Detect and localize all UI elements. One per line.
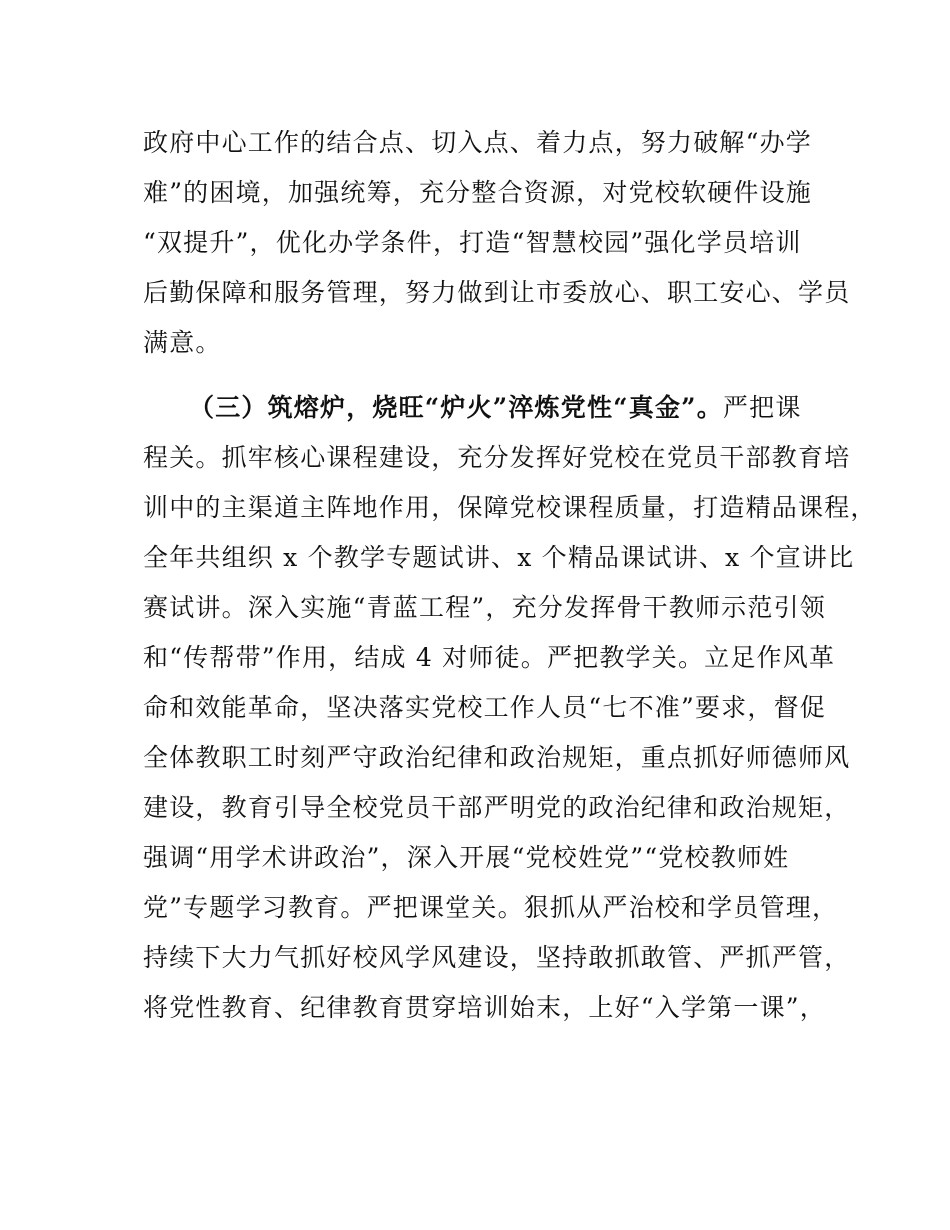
text-line: 和“传帮带”作用，结成 4 对师徒。严把教学关。立足作风革	[143, 643, 836, 672]
text-line: 命和效能革命，坚决落实党校工作人员“七不准”要求，督促	[143, 693, 826, 722]
text-line: 建设，教育引导全校党员干部严明党的政治纪律和政治规矩，	[143, 793, 851, 822]
text-line: 满意。	[143, 328, 222, 357]
text-line: 持续下大力气抓好校风学风建设，坚持敢抓敢管、严抓严管，	[143, 943, 851, 972]
text-line: 将党性教育、纪律教育贯穿培训始末，上好“入学第一课”，	[143, 993, 826, 1022]
text-line: 强调“用学术讲政治”，深入开展“党校姓党”“党校教师姓	[143, 843, 790, 872]
text-line: 程关。抓牢核心课程建设，充分发挥好党校在党员干部教育培	[143, 443, 851, 472]
section-heading-line	[143, 393, 802, 423]
text-line: “双提升”，优化办学条件，打造“智慧校园”强化学员培训	[143, 228, 802, 257]
text-line: 政府中心工作的结合点、切入点、着力点，努力破解“办学	[143, 128, 812, 157]
text-line: 赛试讲。深入实施“青蓝工程”，充分发挥骨干教师示范引领	[143, 593, 826, 622]
text-line: 难”的困境，加强统筹，充分整合资源，对党校软硬件设施	[143, 178, 812, 207]
text-line: 后勤保障和服务管理，努力做到让市委放心、职工安心、学员	[143, 278, 851, 307]
text-line: 党”专题学习教育。严把课堂关。狠抓从严治校和学员管理，	[143, 893, 839, 922]
section-heading: （三）筑熔炉，烧旺“炉火”淬炼党性“真金”。	[189, 393, 723, 422]
text-line: 全年共组织 x 个教学专题试讲、x 个精品课试讲、x 个宣讲比	[143, 543, 855, 572]
text-span: 严把课	[722, 393, 802, 422]
text-line: 全体教职工时刻严守政治纪律和政治规矩，重点抓好师德师风	[143, 743, 851, 772]
text-line: 训中的主渠道主阵地作用，保障党校课程质量，打造精品课程，	[143, 493, 877, 522]
